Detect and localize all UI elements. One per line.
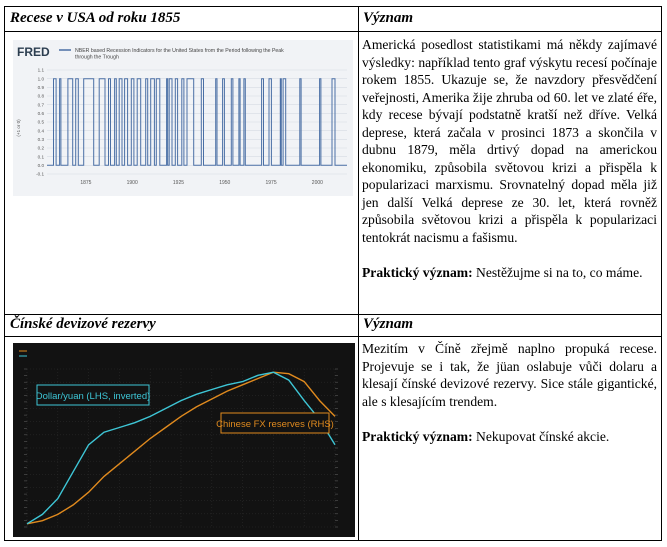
column-divider — [358, 7, 359, 540]
fx-reserves-label: Chinese FX reserves (RHS) — [216, 419, 334, 430]
practical-note — [362, 264, 657, 282]
y-tick-label: 0.6 — [37, 110, 44, 116]
x-tick-label: 1900 — [126, 180, 138, 186]
china-legend-area — [17, 347, 87, 365]
y-tick-label: 0.2 — [37, 145, 44, 151]
fred-logo: FRED — [17, 45, 50, 59]
y-tick-label: 0.7 — [37, 102, 44, 108]
y-tick-label: 0.0 — [37, 162, 44, 168]
fred-ylabel: (+1 or 0) — [16, 119, 21, 137]
fred-legend-text — [75, 48, 285, 61]
header-meaning-1: Význam — [363, 10, 414, 26]
fred-y-ticks — [36, 68, 44, 177]
y-tick-label: 0.4 — [37, 128, 44, 134]
y-tick-label: 0.3 — [37, 136, 44, 142]
fred-chart — [13, 40, 353, 196]
practical-text: Nekupovat čínské akcie. — [476, 428, 610, 444]
china-chart — [13, 343, 355, 537]
y-tick-label: 0.8 — [37, 93, 44, 99]
x-tick-label: 1975 — [265, 180, 277, 186]
y-tick-label: 1.0 — [37, 76, 44, 82]
header-recessions: Recese v USA od roku 1855 — [10, 10, 181, 26]
practical-label: Praktický význam: — [362, 428, 473, 444]
y-tick-label: 0.9 — [37, 84, 44, 90]
meaning-text-1 — [362, 36, 657, 281]
fred-chart-svg — [13, 40, 353, 196]
row-divider — [5, 336, 661, 337]
y-tick-label: 0.1 — [37, 154, 44, 160]
header-china-reserves: Čínské devizové rezervy — [10, 316, 156, 332]
fred-legend-line: through the Trough — [75, 54, 119, 61]
practical-text: Nestěžujme si na to, co máme. — [476, 264, 643, 280]
x-tick-label: 1950 — [219, 180, 231, 186]
x-tick-label: 1925 — [172, 180, 185, 186]
y-tick-label: 1.1 — [37, 67, 44, 73]
row-divider — [5, 314, 661, 315]
dollar-yuan-label: Dollar/yuan (LHS, inverted) — [35, 391, 151, 402]
practical-note — [362, 428, 657, 446]
fred-gridlines — [47, 70, 347, 174]
paragraph: Americká posedlost statistikami má někdy zajímavé výsledky: například tento graf výskytu recesí počínaje rokem 1855. Ukazuje se, že navzdory přesvědčení veřejnosti, Amerika žije zhruba od 60. let ve zlaté éře, kdy recese bývají podstatně kratší než dříve. Velká deprese, která začala v prosinci 1873 a skončila v dubnu 1879, měla drtivý dopad na americkou ekonomiku, způsobila světovou krizi a přispěla k popularizaci marxismu. Srovnatelný dopad měla již jen další Velká deprese ze 30. let, která rovněž způsobila světovou krizi a přispěla k popularizaci tentokrát nacismu a fašismu. — [362, 37, 657, 245]
x-tick-label: 2000 — [311, 180, 323, 186]
paragraph: Mezitím v Číně zřejmě naplno propuká recese. Projevuje se i tak, že jüan oslabuje vůči dolaru a klesají čínské devizové rezervy. Sice stále gigantické, ale s klesajícím trendem. — [362, 341, 657, 409]
fred-x-ticks — [80, 180, 323, 186]
china-chart-svg — [13, 343, 355, 537]
row-divider — [5, 31, 661, 32]
document-table — [4, 6, 662, 541]
practical-label: Praktický význam: — [362, 264, 473, 280]
y-tick-label: -0.1 — [36, 171, 44, 177]
header-meaning-2: Význam — [363, 316, 414, 332]
meaning-text-2 — [362, 340, 657, 445]
x-tick-label: 1875 — [80, 180, 92, 186]
y-tick-label: 0.5 — [37, 119, 44, 125]
fred-legend-line: NBER based Recession Indicators for the United States from the Period following the Peak — [75, 48, 284, 54]
